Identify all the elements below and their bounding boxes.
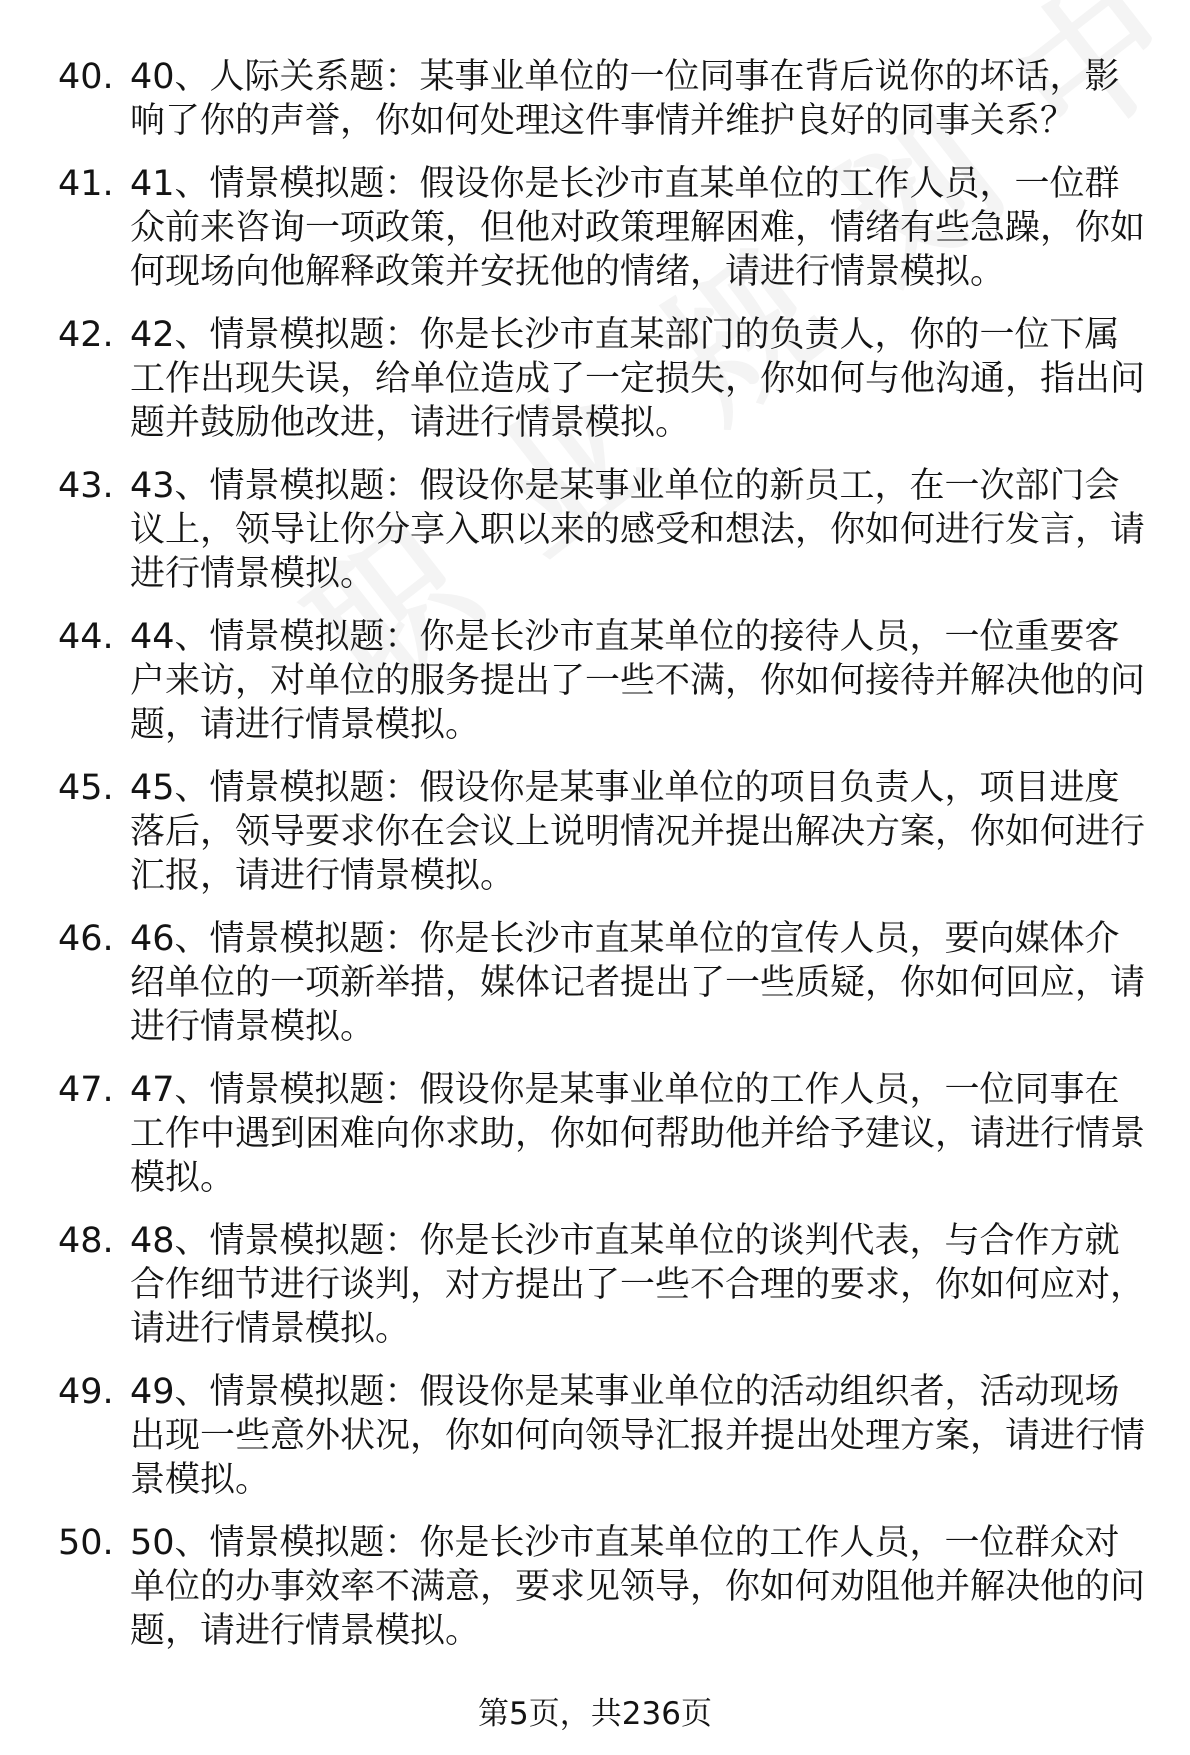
list-item-number: 48. [58,1221,114,1261]
list-item-text: 42、情景模拟题：你是长沙市直某部门的负责人，你的一位下属工作出现失误，给单位造成了一定损失，你如何与他沟通，指出问题并鼓励他改进，请进行情景模拟。 [130,315,1146,443]
list-item-number: 40. [58,57,114,97]
list-item-number: 45. [58,768,114,808]
list-item-number: 47. [58,1070,114,1110]
list-item [58,464,1148,596]
list-item-text: 49、情景模拟题：假设你是某事业单位的活动组织者，活动现场出现一些意外状况，你如何向领导汇报并提出处理方案，请进行情景模拟。 [130,1372,1146,1500]
list-item-number: 46. [58,919,114,959]
list-item [58,1521,1148,1653]
list-item [58,766,1148,898]
list-item-text: 44、情景模拟题：你是长沙市直某单位的接待人员，一位重要客户来访，对单位的服务提出了一些不满，你如何接待并解决他的问题，请进行情景模拟。 [130,617,1146,745]
list-item-text: 47、情景模拟题：假设你是某事业单位的工作人员，一位同事在工作中遇到困难向你求助，你如何帮助他并给予建议，请进行情景模拟。 [130,1070,1146,1198]
list-item-number: 43. [58,466,114,506]
list-item-text: 41、情景模拟题：假设你是长沙市直某单位的工作人员，一位群众前来咨询一项政策，但他对政策理解困难，情绪有些急躁，你如何现场向他解释政策并安抚他的情绪，请进行情景模拟。 [130,164,1146,292]
list-item-number: 41. [58,164,114,204]
list-item [58,55,1148,143]
list-item-text: 43、情景模拟题：假设你是某事业单位的新员工，在一次部门会议上，领导让你分享入职以来的感受和想法，你如何进行发言，请进行情景模拟。 [130,466,1146,594]
list-item [58,1219,1148,1351]
list-item-number: 49. [58,1372,114,1412]
list-item-number: 42. [58,315,114,355]
list-item-text: 40、人际关系题：某事业单位的一位同事在背后说你的坏话，影响了你的声誉，你如何处理这件事情并维护良好的同事关系？ [130,57,1120,141]
list-item-text: 45、情景模拟题：假设你是某事业单位的项目负责人，项目进度落后，领导要求你在会议上说明情况并提出解决方案，你如何进行汇报，请进行情景模拟。 [130,768,1146,896]
list-item [58,917,1148,1049]
question-list [58,55,1148,1672]
list-item [58,1370,1148,1502]
list-item [58,1068,1148,1200]
list-item [58,162,1148,294]
list-item [58,313,1148,445]
list-item-text: 48、情景模拟题：你是长沙市直某单位的谈判代表，与合作方就合作细节进行谈判，对方提出了一些不合理的要求，你如何应对，请进行情景模拟。 [130,1221,1146,1349]
list-item-text: 46、情景模拟题：你是长沙市直某单位的宣传人员，要向媒体介绍单位的一项新举措，媒体记者提出了一些质疑，你如何回应，请进行情景模拟。 [130,919,1146,1047]
list-item-text: 50、情景模拟题：你是长沙市直某单位的工作人员，一位群众对单位的办事效率不满意，要求见领导，你如何劝阻他并解决他的问题，请进行情景模拟。 [130,1523,1146,1651]
list-item [58,615,1148,747]
list-item-number: 44. [58,617,114,657]
list-item-number: 50. [58,1523,114,1563]
page-number-footer: 第5页，共236页 [478,1696,712,1732]
